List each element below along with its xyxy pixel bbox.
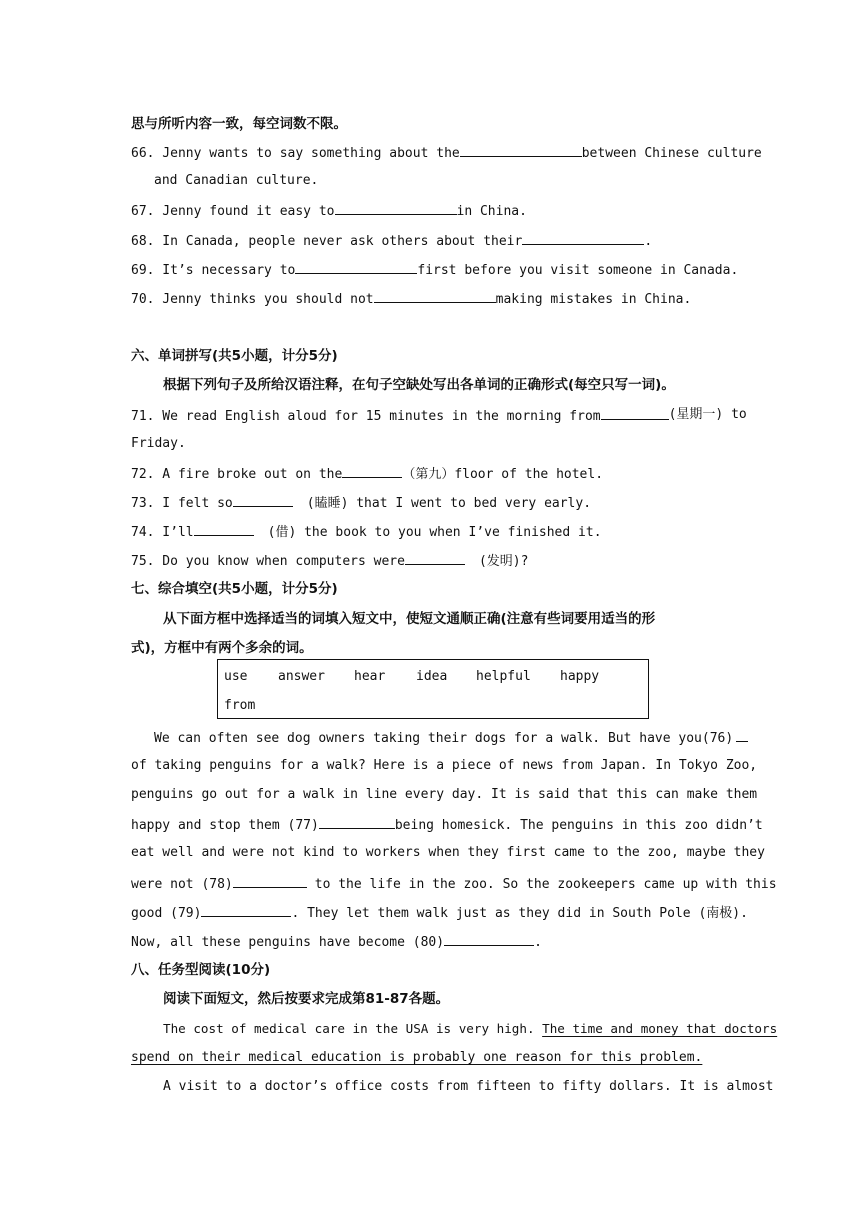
passage-line-8: Now, all these penguins have become (80) . xyxy=(131,931,542,953)
question-66: 66. Jenny wants to say something about the between Chinese culture xyxy=(131,142,734,164)
passage-line-7: good (79) . They let them walk just as they did in South Pole (南极). xyxy=(131,902,748,924)
word-bank-box xyxy=(217,659,649,719)
instruction-end: 思与所听内容一致，每空词数不限。 xyxy=(131,116,347,132)
question-70: 70. Jenny thinks you should not making mistakes in China. xyxy=(131,288,691,310)
section-7-instruction-2: 式)，方框中有两个多余的词。 xyxy=(131,640,313,656)
reading-line-1: The cost of medical care in the USA is very high. The time and money that doctors xyxy=(163,1021,778,1036)
word-bank-row-1 xyxy=(224,669,599,684)
word-bank-row-2 xyxy=(224,698,255,713)
answer-blank-66[interactable] xyxy=(460,142,582,157)
question-69: 69. It’s necessary to first before you visit someone in Canada. xyxy=(131,259,738,281)
section-8-instruction: 阅读下面短文，然后按要求完成第81-87各题。 xyxy=(163,991,450,1007)
answer-blank-73[interactable] xyxy=(233,492,293,507)
underlined-sentence-part-2: spend on their medical education is probably one reason for this problem. xyxy=(131,1050,703,1065)
question-71-cont: Friday. xyxy=(131,436,186,451)
answer-blank-69[interactable] xyxy=(295,259,417,274)
section-6-heading: 六、单词拼写(共5小题，计分5分) xyxy=(131,348,338,364)
answer-blank-76[interactable] xyxy=(736,727,748,742)
answer-blank-68[interactable] xyxy=(522,230,644,245)
section-7-heading: 七、综合填空(共5小题，计分5分) xyxy=(131,581,338,597)
word-hear: hear xyxy=(354,669,386,684)
passage-line-5: eat well and were not kind to workers when they first came to the zoo, maybe they xyxy=(131,845,765,860)
word-answer: answer xyxy=(278,669,325,684)
section-7-instruction-1: 从下面方框中选择适当的词填入短文中，使短文通顺正确(注意有些词要用适当的形 xyxy=(163,611,656,627)
answer-blank-67[interactable] xyxy=(335,200,457,215)
answer-blank-77[interactable] xyxy=(319,814,395,829)
answer-blank-78[interactable] xyxy=(233,873,307,888)
question-72: 72. A fire broke out on the （第九）floor of the hotel. xyxy=(131,463,603,485)
answer-blank-71[interactable] xyxy=(601,405,669,420)
question-68: 68. In Canada, people never ask others about their . xyxy=(131,230,652,252)
underlined-sentence-part-1: The time and money that doctors xyxy=(542,1021,778,1036)
answer-blank-75[interactable] xyxy=(405,550,465,565)
answer-blank-80[interactable] xyxy=(444,931,534,946)
answer-blank-79[interactable] xyxy=(201,902,291,917)
question-75: 75. Do you know when computers were (发明)? xyxy=(131,550,528,572)
question-74: 74. I’ll (借) the book to you when I’ve finished it. xyxy=(131,521,602,543)
question-67: 67. Jenny found it easy to in China. xyxy=(131,200,527,222)
answer-blank-70[interactable] xyxy=(374,288,496,303)
question-71: 71. We read English aloud for 15 minutes in the morning from (星期一) to xyxy=(131,407,747,424)
question-66-cont: and Canadian culture. xyxy=(154,173,319,188)
question-73: 73. I felt so (瞌睡) that I went to bed very early. xyxy=(131,492,591,514)
passage-line-2: of taking penguins for a walk? Here is a piece of news from Japan. In Tokyo Zoo, xyxy=(131,758,758,773)
passage-line-4: happy and stop them (77) being homesick. The penguins in this zoo didn’t xyxy=(131,814,763,836)
section-8-heading: 八、任务型阅读(10分) xyxy=(131,962,271,978)
reading-line-3: A visit to a doctor’s office costs from fifteen to fifty dollars. It is almost xyxy=(163,1079,774,1094)
word-happy: happy xyxy=(560,669,600,684)
word-idea: idea xyxy=(416,669,448,684)
word-helpful: helpful xyxy=(476,669,531,684)
answer-blank-74[interactable] xyxy=(194,521,254,536)
passage-line-6: were not (78) to the life in the zoo. So the zookeepers came up with this xyxy=(131,873,777,895)
passage-line-3: penguins go out for a walk in line every day. It is said that this can make them xyxy=(131,787,758,802)
word-from: from xyxy=(224,698,256,713)
passage-line-1: We can often see dog owners taking their dogs for a walk. But have you(76) xyxy=(154,727,748,749)
word-use: use xyxy=(224,669,248,684)
section-6-instruction: 根据下列句子及所给汉语注释，在句子空缺处写出各单词的正确形式(每空只写一词)。 xyxy=(163,377,675,393)
answer-blank-72[interactable] xyxy=(342,463,402,478)
